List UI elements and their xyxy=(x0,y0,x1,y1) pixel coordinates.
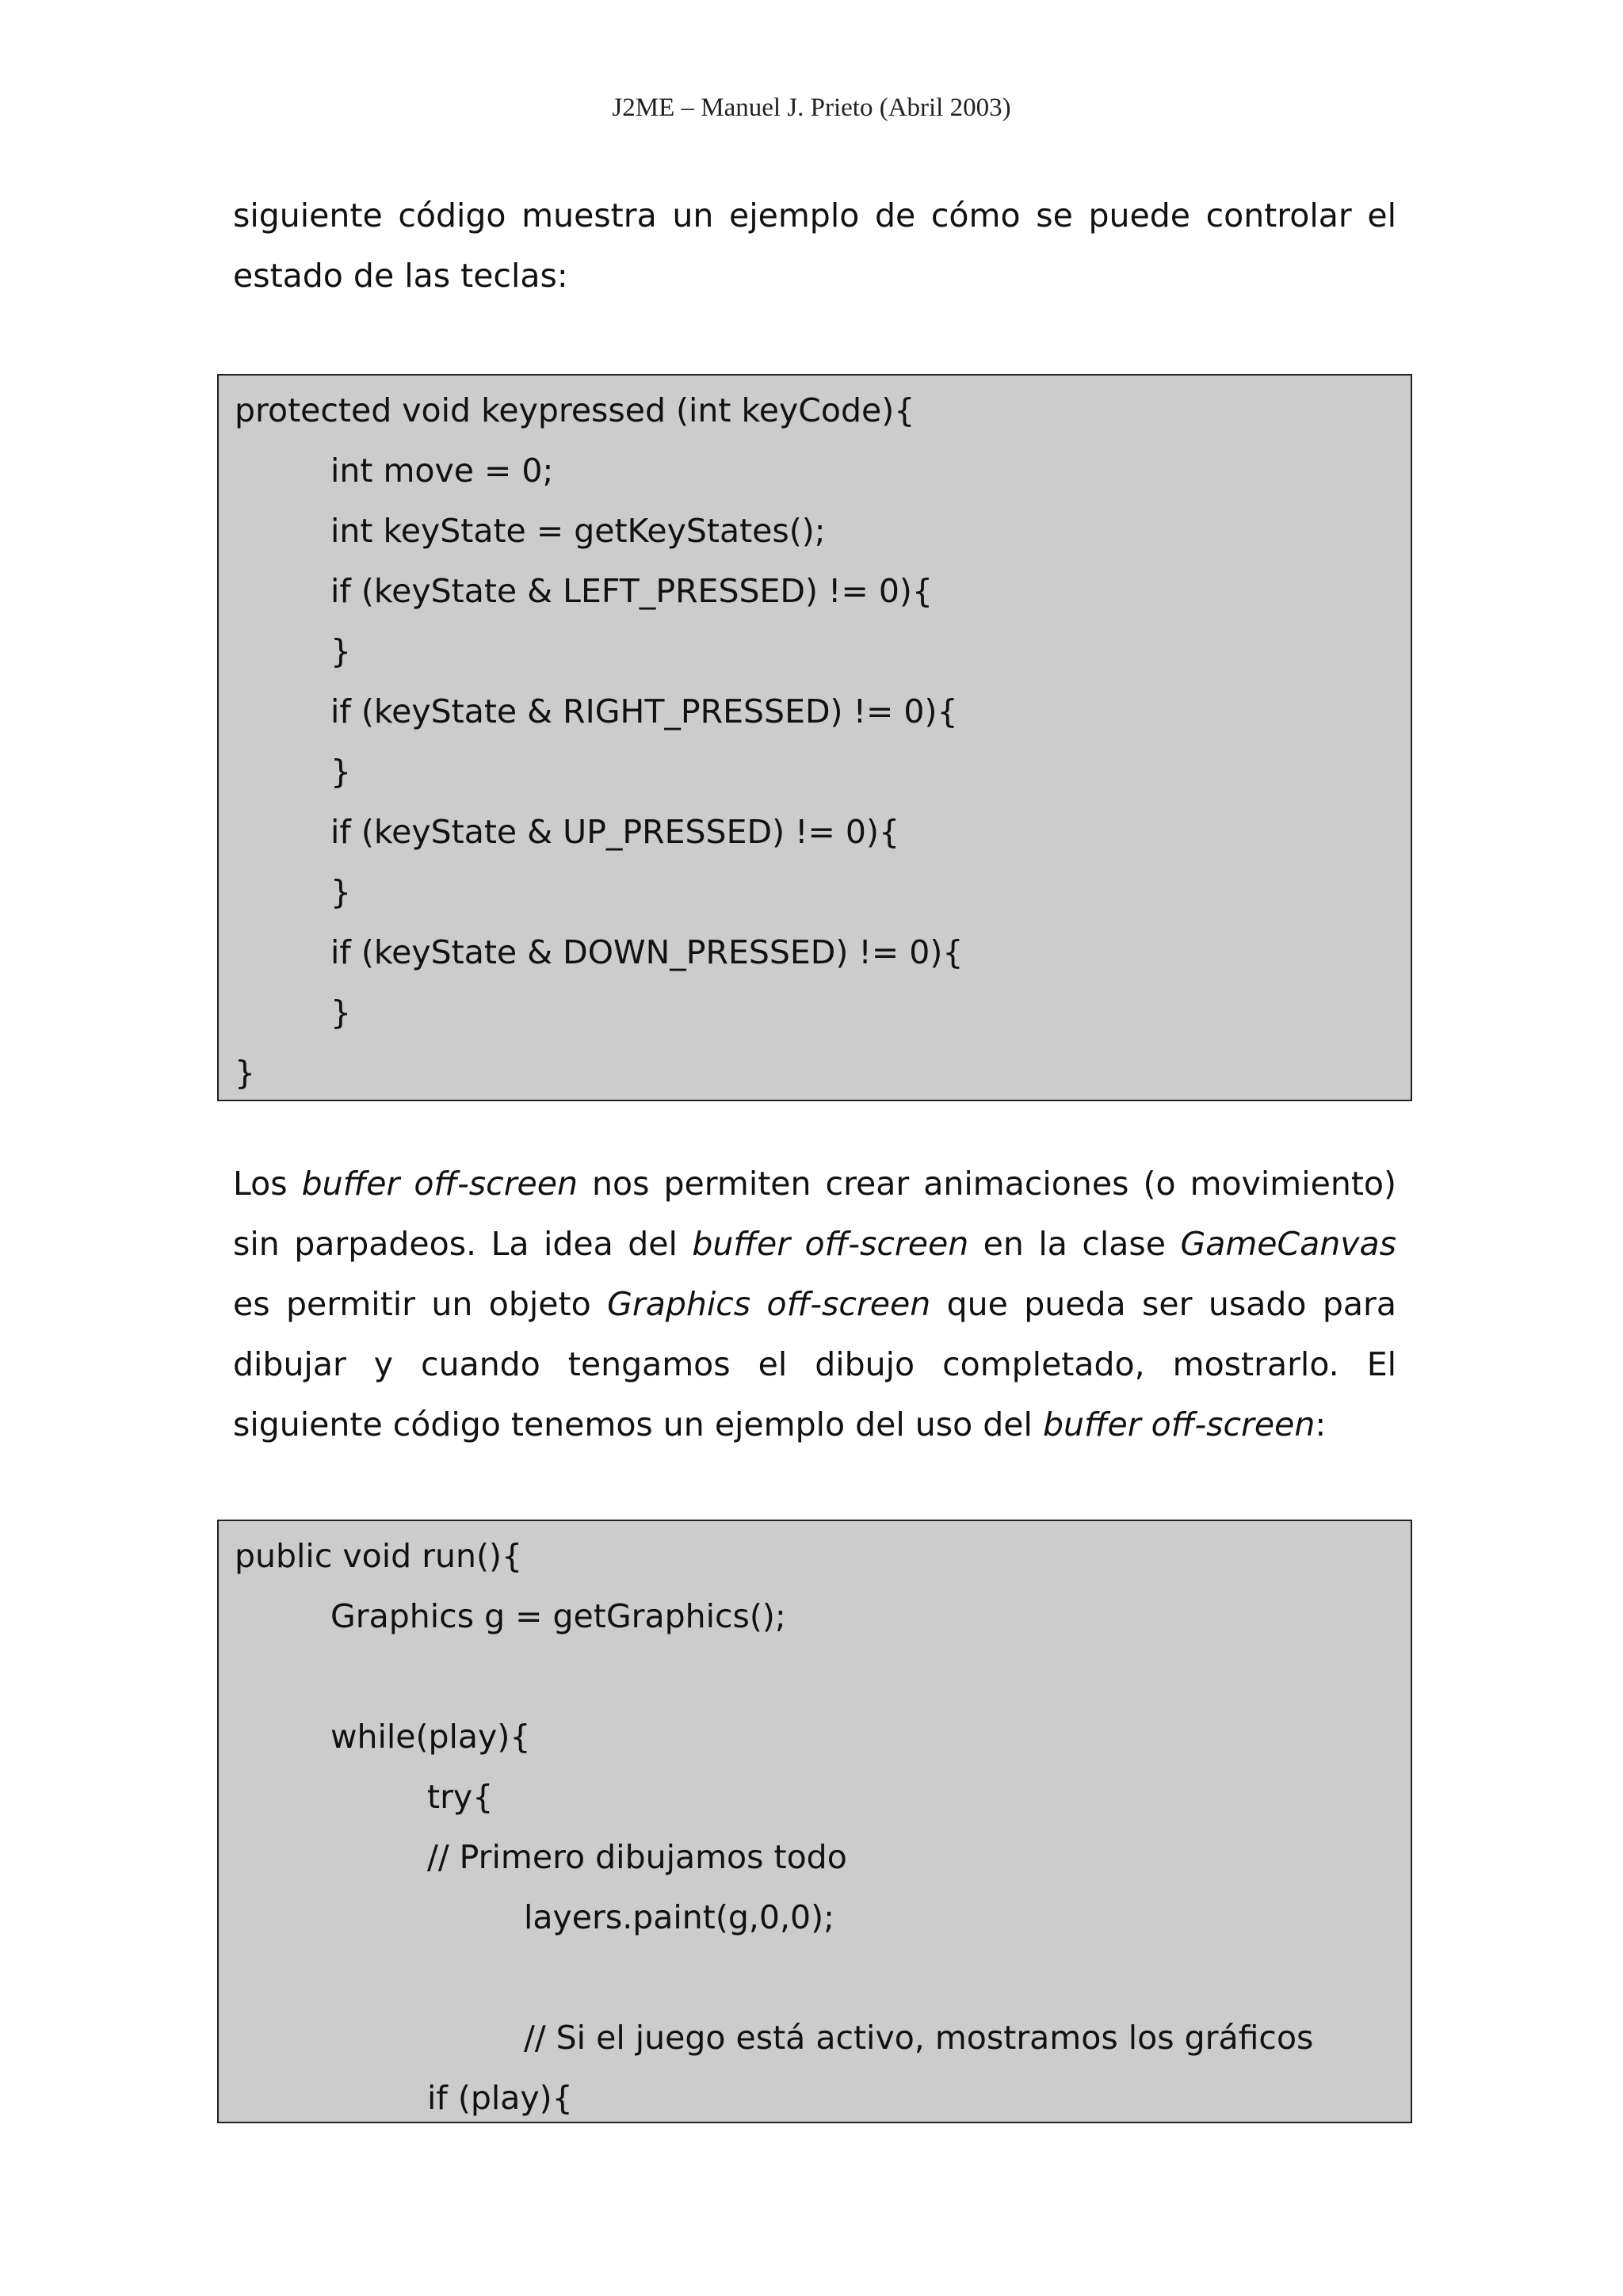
code-line: // Si el juego está activo, mostramos los gráficos xyxy=(524,2019,1314,2057)
buffer-line-3: es permitir un objeto Graphics off-screen que pueda ser usado para xyxy=(233,1285,1396,1323)
code-line xyxy=(235,1947,1411,2008)
code-line: } xyxy=(330,994,352,1032)
code-line: if (play){ xyxy=(427,2079,573,2117)
code-line: if (keyState & UP_PRESSED) != 0){ xyxy=(330,813,900,851)
buffer-line-1: Los buffer off-screen nos permiten crear animaciones (o movimiento) xyxy=(233,1165,1396,1203)
code-line: } xyxy=(330,873,352,911)
buffer-term: buffer off-screen xyxy=(1042,1405,1316,1444)
code-block-keypressed xyxy=(217,374,1412,1101)
intro-line-2: estado de las teclas: xyxy=(233,257,568,295)
intro-paragraph xyxy=(233,185,1396,306)
intro-line-1: siguiente código muestra un ejemplo de cómo se puede controlar el xyxy=(233,196,1396,235)
code-line: if (keyState & RIGHT_PRESSED) != 0){ xyxy=(330,692,958,730)
running-header: J2ME – Manuel J. Prieto (Abril 2003) xyxy=(612,93,1011,122)
buffer-term: buffer off-screen xyxy=(301,1165,578,1203)
code-line: } xyxy=(235,1054,256,1092)
code-line: public void run(){ xyxy=(235,1537,523,1575)
code-line: int move = 0; xyxy=(330,452,554,490)
code-line: if (keyState & DOWN_PRESSED) != 0){ xyxy=(330,933,964,971)
code-line: int keyState = getKeyStates(); xyxy=(330,512,826,550)
code-line: layers.paint(g,0,0); xyxy=(524,1898,834,1936)
code-line: while(play){ xyxy=(330,1718,531,1756)
code-line: } xyxy=(330,632,352,670)
code-line: protected void keypressed (int keyCode){ xyxy=(235,391,915,429)
code-line: // Primero dibujamos todo xyxy=(427,1838,847,1876)
code-line: try{ xyxy=(427,1778,494,1816)
code-line: Graphics g = getGraphics(); xyxy=(330,1597,786,1635)
code-block-run xyxy=(217,1520,1412,2123)
code-line: if (keyState & LEFT_PRESSED) != 0){ xyxy=(330,572,934,610)
buffer-line-2: sin parpadeos. La idea del buffer off-screen en la clase GameCanvas xyxy=(233,1225,1397,1263)
graphics-term: Graphics off-screen xyxy=(607,1285,931,1323)
gamecanvas-term: GameCanvas xyxy=(1180,1225,1397,1263)
code-line: } xyxy=(330,753,352,791)
buffer-line-5: siguiente código tenemos un ejemplo del uso del buffer off-screen: xyxy=(233,1405,1327,1444)
buffer-term: buffer off-screen xyxy=(692,1225,969,1263)
buffer-paragraph xyxy=(233,1154,1396,1455)
buffer-line-4: dibujar y cuando tengamos el dibujo completado, mostrarlo. El xyxy=(233,1345,1396,1383)
code-line xyxy=(235,1646,1411,1707)
